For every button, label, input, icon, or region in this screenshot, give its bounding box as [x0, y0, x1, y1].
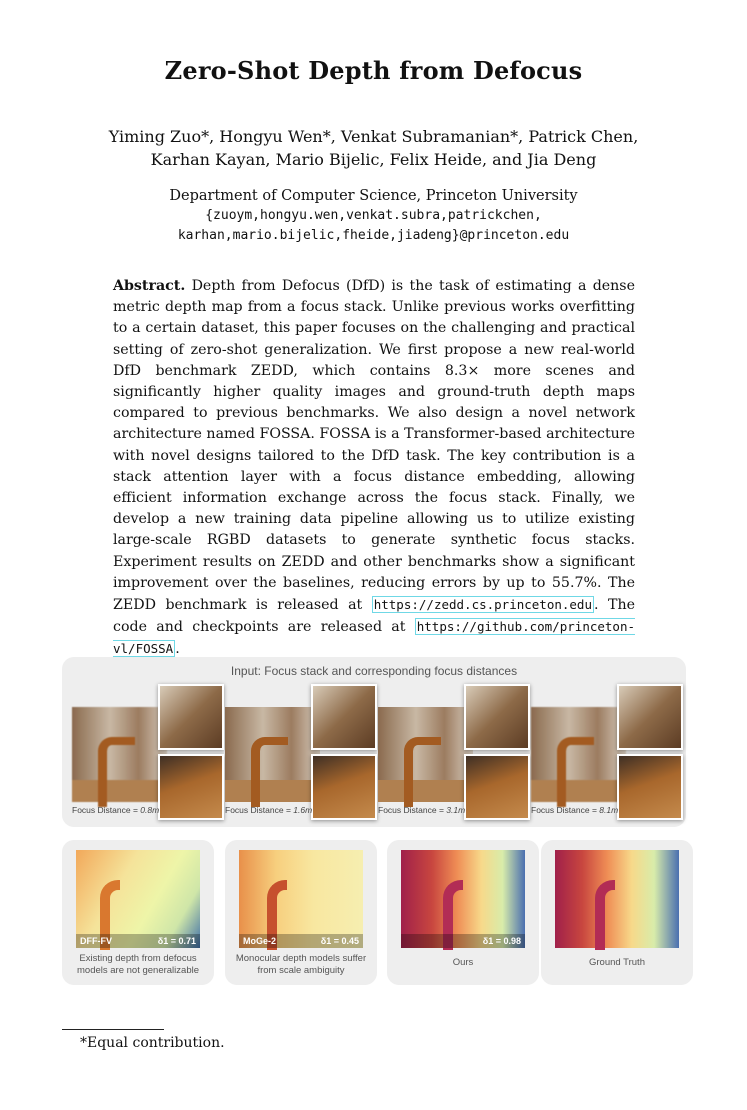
- focus-image: [531, 707, 626, 802]
- affiliation-block: [80, 186, 667, 246]
- output-panel-ours: [387, 840, 539, 985]
- focus-image: [378, 707, 473, 802]
- paper-title: Zero-Shot Depth from Defocus: [164, 56, 583, 85]
- emails-line-2: karhan,mario.bijelic,fheide,jiadeng}@princeton.edu: [177, 228, 570, 243]
- zoom-crop-bottom: [311, 754, 377, 820]
- zoom-crop-bottom: [464, 754, 530, 820]
- output-panel-moge-2: [225, 840, 377, 985]
- output-caption: Monocular depth models suffer from scale ambiguity: [235, 953, 367, 976]
- depth-map: [401, 850, 525, 948]
- focus-stack-title: Input: Focus stack and corresponding focus distances: [230, 664, 518, 678]
- zoom-crop-bottom: [617, 754, 683, 820]
- abstract: [113, 276, 635, 661]
- depth-map: [76, 850, 200, 948]
- focus-distance-caption: Focus Distance = 8.1m: [531, 805, 619, 815]
- authors-line-1: Yiming Zuo*, Hongyu Wen*, Venkat Subramanian*, Patrick Chen,: [108, 127, 639, 146]
- abstract-label: Abstract.: [113, 278, 186, 294]
- footnote: *Equal contribution.: [80, 1035, 225, 1051]
- zoom-crop-bottom: [158, 754, 224, 820]
- focus-stack-item: [523, 689, 673, 821]
- focus-distance-caption: Focus Distance = 3.1m: [378, 805, 466, 815]
- focus-image: [225, 707, 320, 802]
- zoom-crop-top: [617, 684, 683, 750]
- output-caption: Ground Truth: [589, 957, 645, 968]
- focus-image: [72, 707, 167, 802]
- zoom-crop-top: [464, 684, 530, 750]
- output-caption: Existing depth from defocus models are not generalizable: [77, 953, 199, 976]
- depth-map: [555, 850, 679, 948]
- author-list: [80, 125, 667, 171]
- delta-metric: δ1 = 0.71: [157, 936, 196, 946]
- zoom-crop-top: [158, 684, 224, 750]
- abstract-text: Depth from Defocus (DfD) is the task of estimating a dense metric depth map from a focus stack. Unlike previous works overfitting to a certain dataset, this paper focuses on the challenging and practical setting of zero-shot generalization. We first propose a new real-world DfD benchmark ZEDD, which contains 8.3× more scenes and significantly higher quality images and ground-truth depth maps compared to previous benchmarks. We also design a novel network architecture named FOSSA. FOSSA is a Transformer-based architecture with novel designs tailored to the DfD task. The key contribution is a stack attention layer with a focus distance embedding, allowing efficient information exchange across the focus stack. Finally, we develop a new training data pipeline allowing us to utilize existing large-scale RGBD datasets to generate synthetic focus stacks. Experiment results on ZEDD and other benchmarks show a significant improvement over the baselines, reducing errors by up to 55.7%. The ZEDD benchmark is released at: [113, 278, 635, 614]
- output-caption: Ours: [452, 957, 474, 968]
- method-label: DFF-FV: [80, 936, 112, 946]
- abstract-end: .: [175, 641, 180, 658]
- output-panel-ground-truth: [541, 840, 693, 985]
- output-panel-dff-fv: [62, 840, 214, 985]
- focus-distance-caption: Focus Distance = 1.6m: [225, 805, 313, 815]
- zedd-link[interactable]: https://zedd.cs.princeton.edu: [373, 597, 592, 613]
- focus-stack-panel: [62, 657, 686, 827]
- method-label: MoGe-2: [243, 936, 277, 946]
- delta-metric: δ1 = 0.45: [320, 936, 359, 946]
- footnote-rule: [62, 1029, 164, 1030]
- abstract-mid: . The code and checkpoints are released at: [113, 597, 635, 636]
- focus-stack-item: [64, 689, 214, 821]
- affiliation: Department of Computer Science, Princeton University: [169, 188, 578, 204]
- authors-line-2: Karhan Kayan, Mario Bijelic, Felix Heide, and Jia Deng: [150, 150, 597, 169]
- focus-stack-item: [370, 689, 520, 821]
- github-link[interactable]: https://github.com/princeton-vl/FOSSA: [113, 619, 635, 657]
- focus-distance-caption: Focus Distance = 0.8m: [72, 805, 160, 815]
- depth-map: [239, 850, 363, 948]
- focus-stack-item: [217, 689, 367, 821]
- emails-line-1: {zuoym,hongyu.wen,venkat.subra,patrickchen,: [205, 208, 542, 223]
- delta-metric: δ1 = 0.98: [482, 936, 521, 946]
- zoom-crop-top: [311, 684, 377, 750]
